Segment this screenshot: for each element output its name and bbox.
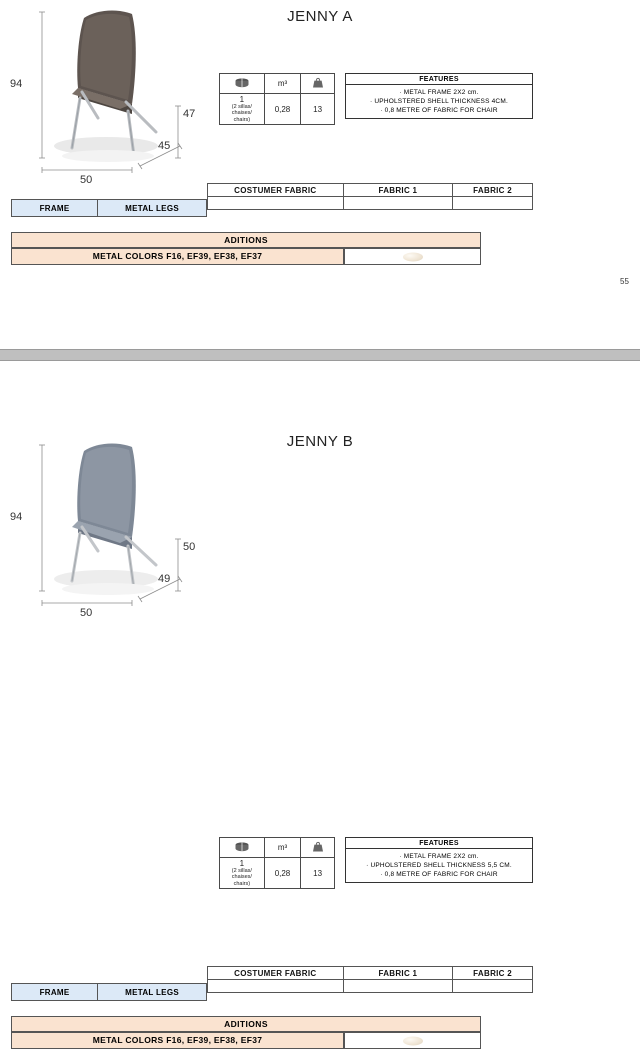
frame-cell-frame: FRAME: [12, 200, 98, 217]
weight-icon-glyph: [311, 841, 325, 853]
additions-heading: ADITIONS: [11, 232, 481, 248]
fabric-header-row: [208, 184, 533, 197]
dimension-seat-height: 50: [183, 541, 196, 553]
specs-quantity-note: (2 sillas/ chaises/ chairs): [231, 868, 252, 887]
feature-item: · METAL FRAME 2X2 cm.: [399, 853, 479, 860]
frame-cell-frame: FRAME: [12, 984, 98, 1001]
specs-weight: 13: [301, 858, 335, 889]
additions-heading: ADITIONS: [11, 1016, 481, 1032]
frame-cell-metal-legs: METAL LEGS: [98, 200, 207, 217]
dimension-depth: 49: [158, 573, 171, 585]
catalog-page-jenny-a: [0, 0, 640, 349]
specs-quantity: 1: [239, 95, 245, 105]
box-icon-glyph: [234, 77, 250, 89]
packaging-specs-table: [219, 73, 335, 125]
fabric-value-row: [208, 197, 533, 210]
frame-row: [12, 984, 207, 1001]
fabric-header-costumer: COSTUMER FABRIC: [208, 184, 344, 197]
dimension-lines: [28, 439, 208, 614]
frame-table: [11, 983, 207, 1001]
fabric-header-1: FABRIC 1: [343, 967, 453, 980]
fabric-header-costumer: COSTUMER FABRIC: [208, 967, 344, 980]
additions-label: METAL COLORS F16, EF39, EF38, EF37: [11, 248, 344, 265]
frame-cell-metal-legs: METAL LEGS: [98, 984, 207, 1001]
dimension-height: 94: [10, 78, 23, 90]
feature-item: · 0,8 METRE OF FABRIC FOR CHAIR: [380, 871, 498, 878]
weight-icon-glyph: [311, 77, 325, 89]
specs-volume: 0,28: [264, 94, 301, 125]
fabric-table: [207, 966, 533, 993]
catalog-page-jenny-b: [0, 361, 640, 1045]
page-title: JENNY B: [286, 433, 354, 450]
specs-weight: 13: [301, 94, 335, 125]
packaging-specs-table: [219, 837, 335, 889]
features-list: [346, 85, 532, 118]
fabric-header-2: FABRIC 2: [453, 184, 533, 197]
box-icon: [220, 74, 265, 94]
specs-quantity: 1: [239, 859, 245, 869]
weight-icon: [301, 838, 335, 858]
fabric-value-row: [208, 980, 533, 993]
specs-volume: 0,28: [264, 858, 301, 889]
chair-illustration-jenny-a: [10, 6, 208, 186]
fabric-cell-2[interactable]: [453, 197, 533, 210]
specs-quantity-note: (2 sillas/ chaises/ chairs): [231, 104, 252, 123]
frame-table: [11, 199, 207, 217]
features-box: [345, 73, 533, 119]
dimension-seat-height: 47: [183, 108, 196, 120]
feature-item: · 0,8 METRE OF FABRIC FOR CHAIR: [380, 107, 498, 114]
specs-quantity-cell: [220, 858, 265, 889]
fabric-header-2: FABRIC 2: [453, 967, 533, 980]
dimension-width: 50: [80, 174, 93, 186]
specs-value-row: [220, 858, 335, 889]
page-divider: [0, 349, 640, 361]
color-swatch-blob: [403, 1036, 423, 1045]
fabric-table: [207, 183, 533, 210]
fabric-cell-costumer[interactable]: [208, 197, 344, 210]
feature-item: · UPHOLSTERED SHELL THICKNESS 5,5 CM.: [366, 862, 512, 869]
features-list: [346, 849, 532, 882]
box-icon-glyph: [234, 841, 250, 853]
features-heading: FEATURES: [346, 838, 532, 849]
dimension-width: 50: [80, 607, 93, 619]
page-title: JENNY A: [287, 8, 353, 25]
frame-row: [12, 200, 207, 217]
feature-item: · METAL FRAME 2X2 cm.: [399, 89, 479, 96]
fabric-cell-1[interactable]: [343, 197, 453, 210]
fabric-header-1: FABRIC 1: [343, 184, 453, 197]
fabric-cell-1[interactable]: [343, 980, 453, 993]
fabric-header-row: [208, 967, 533, 980]
specs-header-volume: m³: [264, 74, 301, 94]
chair-illustration-jenny-b: [10, 439, 208, 619]
page-number: 55: [620, 277, 629, 286]
features-box: [345, 837, 533, 883]
specs-value-row: [220, 94, 335, 125]
features-heading: FEATURES: [346, 74, 532, 85]
additions-swatch: [344, 1032, 481, 1049]
additions-label: METAL COLORS F16, EF39, EF38, EF37: [11, 1032, 344, 1049]
feature-item: · UPHOLSTERED SHELL THICKNESS 4CM.: [370, 98, 508, 105]
specs-icon-row: [220, 838, 335, 858]
additions-swatch: [344, 248, 481, 265]
specs-icon-row: [220, 74, 335, 94]
weight-icon: [301, 74, 335, 94]
box-icon: [220, 838, 265, 858]
color-swatch-blob: [403, 252, 423, 261]
dimension-depth: 45: [158, 140, 171, 152]
specs-quantity-cell: [220, 94, 265, 125]
fabric-cell-costumer[interactable]: [208, 980, 344, 993]
dimension-height: 94: [10, 511, 23, 523]
specs-header-volume: m³: [264, 838, 301, 858]
dimension-lines: [28, 6, 208, 181]
fabric-cell-2[interactable]: [453, 980, 533, 993]
